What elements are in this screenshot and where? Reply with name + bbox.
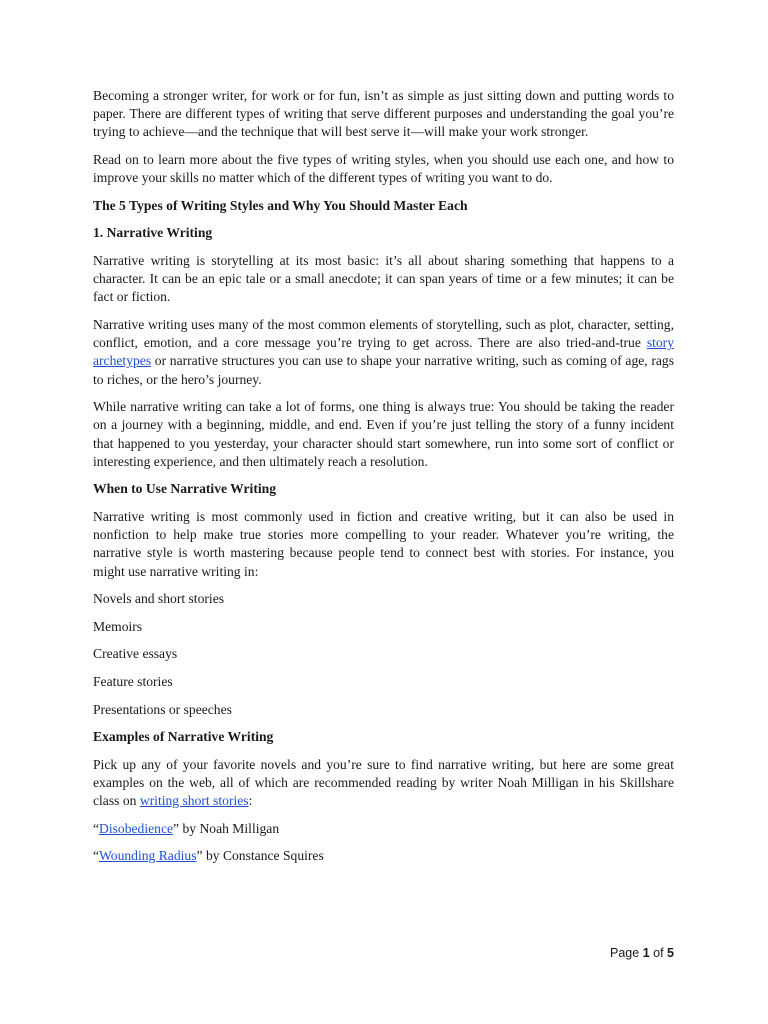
total-pages-number: 5 xyxy=(667,946,674,960)
examples-heading: Examples of Narrative Writing xyxy=(93,729,274,745)
narrative-heading: 1. Narrative Writing xyxy=(93,225,213,241)
paragraph-text: Pick up any of your favorite novels and you’re sure to find narrative writing, but here are some great examples on the web, all of which are recommended reading by writer Noah Milligan in his Skillshare class on xyxy=(93,756,674,809)
writing-short-stories-link[interactable]: writing short stories xyxy=(139,793,249,809)
intro-paragraph-2: Read on to learn more about the five types of writing styles, when you should use each one, and how to improve your skills no matter which of the different types of writing you want to do. xyxy=(93,152,674,186)
example-item xyxy=(93,847,674,865)
example-author: ” by Noah Milligan xyxy=(173,820,280,836)
example-item xyxy=(93,820,674,838)
open-quote: “ xyxy=(93,848,100,864)
example-author: ” by Constance Squires xyxy=(196,848,324,864)
document-page xyxy=(93,87,674,875)
story-archetypes-link[interactable]: story archetypes xyxy=(93,335,674,369)
when-to-use-heading: When to Use Narrative Writing xyxy=(93,481,276,497)
main-heading: The 5 Types of Writing Styles and Why You Should Master Each xyxy=(93,197,468,213)
narrative-paragraph-3: While narrative writing can take a lot of forms, one thing is always true: You should be taking the reader on a journey with a beginning, middle, and end. Even if you’re just telling the story of a funny incident that happened to you yesterday, your character should start somewhere, run into some sort of conflict or interesting experience, and then ultimately reach a resolution. xyxy=(93,399,674,469)
narrative-paragraph-1: Narrative writing is storytelling at its most basic: it’s all about sharing something that happens to a character. It can be an epic tale or a small anecdote; it can span years of time or a few minutes; it can be fact or fiction. xyxy=(93,252,674,305)
when-to-use-paragraph: Narrative writing is most commonly used in fiction and creative writing, but it can also be used in nonfiction to help make true stories more compelling to your reader. Whatever you’re writing, the narrative style is worth mastering because people tend to connect best with stories. For instance, you might use narrative writing in: xyxy=(93,508,674,579)
intro-paragraph: Becoming a stronger writer, for work or for fun, isn’t as simple as just sitting down and putting words to paper. There are different types of writing that serve different purposes and understanding the goal you’re trying to achieve—and the technique that will best serve it—will make your work stronger. xyxy=(93,88,674,140)
narrative-paragraph-2 xyxy=(93,316,674,389)
wounding-radius-link[interactable]: Wounding Radius xyxy=(99,848,197,864)
paragraph-text: Narrative writing uses many of the most common elements of storytelling, such as plot, character, setting, conflict, emotion, and a core message you’re trying to get across. There are also tried-and-true xyxy=(93,316,674,351)
list-item: Presentations or speeches xyxy=(93,701,232,717)
page-label: Page xyxy=(610,946,640,960)
of-label: of xyxy=(653,946,664,960)
open-quote: “ xyxy=(93,820,100,836)
list-item: Memoirs xyxy=(93,618,143,634)
paragraph-text: or narrative structures you can use to shape your narrative writing, such as coming of age, rags to riches, or the hero’s journey. xyxy=(93,353,674,387)
page-number xyxy=(610,946,674,960)
disobedience-link[interactable]: Disobedience xyxy=(99,820,174,836)
examples-paragraph xyxy=(93,756,674,811)
list-item: Feature stories xyxy=(93,673,173,689)
paragraph-text: : xyxy=(248,793,253,809)
list-item: Creative essays xyxy=(93,646,178,662)
current-page-number: 1 xyxy=(642,946,650,960)
list-item: Novels and short stories xyxy=(93,591,225,607)
